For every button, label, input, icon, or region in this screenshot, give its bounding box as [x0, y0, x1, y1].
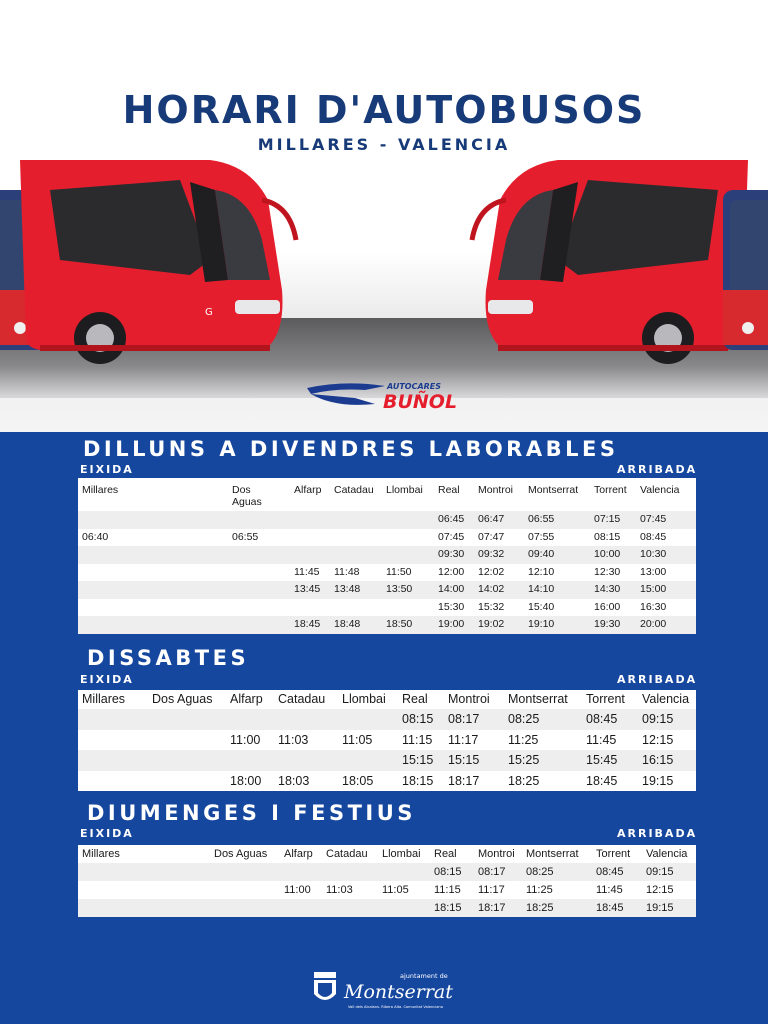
time-cell	[330, 599, 382, 617]
column-header: Millares	[78, 845, 210, 863]
time-cell: 16:00	[594, 600, 621, 613]
table-row	[78, 730, 696, 751]
column-header: Montroi	[474, 845, 522, 863]
column-header: Dos Aguas	[148, 690, 226, 709]
time-cell	[148, 730, 226, 751]
column-header: Valencia	[642, 845, 696, 863]
time-cell: 06:40	[82, 530, 109, 543]
time-cell	[78, 599, 228, 617]
time-cell: 15:00	[636, 581, 696, 599]
table-header-row	[78, 845, 696, 863]
time-cell: 08:15	[398, 709, 444, 730]
time-cell: 18:17	[448, 773, 480, 788]
time-cell: 18:00	[230, 773, 262, 788]
time-cell: 12:30	[594, 565, 621, 578]
table-row	[78, 750, 696, 771]
time-cell: 19:30	[590, 616, 636, 634]
time-cell: 19:02	[474, 616, 524, 634]
logo-top-text: AUTOCARES	[387, 382, 442, 391]
column-header: Catadau	[274, 690, 338, 709]
time-cell: 12:15	[642, 732, 674, 747]
time-cell	[210, 881, 280, 899]
column-header: Real	[434, 478, 474, 511]
time-cell: 15:40	[528, 600, 555, 613]
time-cell: 07:47	[478, 530, 505, 543]
time-cell: 08:45	[592, 863, 642, 881]
time-cell	[382, 546, 434, 564]
time-cell	[290, 529, 330, 547]
time-cell: 06:55	[232, 530, 259, 543]
time-cell: 18:45	[290, 616, 330, 634]
bus-left-image	[0, 150, 300, 370]
time-cell: 18:17	[474, 899, 522, 917]
time-cell: 14:30	[590, 581, 636, 599]
time-cell: 16:15	[638, 750, 696, 771]
time-cell: 18:05	[342, 773, 374, 788]
column-header: Millares	[78, 478, 228, 511]
time-cell	[226, 709, 274, 730]
time-cell	[148, 709, 226, 730]
time-cell	[78, 750, 148, 771]
time-cell	[78, 564, 228, 582]
time-cell: 10:00	[590, 546, 636, 564]
column-header: Llombai	[378, 845, 430, 863]
time-cell: 13:00	[640, 565, 667, 578]
weekdays-departure-label: EIXIDA	[80, 463, 134, 476]
time-cell: 18:25	[508, 773, 540, 788]
column-header: Valencia	[638, 690, 696, 709]
saturdays-departure-label: EIXIDA	[80, 673, 134, 686]
time-cell: 18:25	[522, 899, 592, 917]
coat-of-arms-icon	[314, 972, 336, 1000]
column-header: Torrent	[582, 690, 638, 709]
time-cell	[378, 899, 430, 917]
column-header: Real	[430, 845, 474, 863]
time-cell: 12:15	[646, 884, 674, 896]
time-cell: 08:45	[640, 530, 667, 543]
time-cell: 15:15	[444, 750, 504, 771]
time-cell	[78, 881, 210, 899]
column-header: Real	[398, 690, 444, 709]
time-cell: 08:25	[504, 709, 582, 730]
time-cell: 13:50	[382, 581, 434, 599]
time-cell	[78, 709, 148, 730]
time-cell: 18:50	[382, 616, 434, 634]
time-cell: 09:15	[638, 709, 696, 730]
time-cell: 07:45	[636, 511, 696, 529]
time-cell: 11:03	[326, 884, 353, 896]
time-cell: 07:15	[590, 511, 636, 529]
table-row	[78, 616, 696, 634]
time-cell: 18:15	[402, 773, 434, 788]
time-cell: 19:15	[642, 899, 696, 917]
time-cell: 08:17	[444, 709, 504, 730]
time-cell: 08:45	[582, 709, 638, 730]
time-cell: 15:25	[504, 750, 582, 771]
column-header: Torrent	[592, 845, 642, 863]
time-cell	[290, 511, 330, 529]
time-cell: 19:00	[434, 616, 474, 634]
time-cell	[78, 863, 210, 881]
time-cell	[78, 730, 148, 751]
time-cell: 11:05	[382, 884, 409, 896]
time-cell: 08:15	[594, 530, 621, 543]
table-row	[78, 529, 696, 547]
bus-right-image	[468, 150, 768, 370]
column-header: Catadau	[322, 845, 378, 863]
column-header: Catadau	[330, 478, 382, 511]
time-cell: 13:45	[290, 581, 330, 599]
time-cell	[290, 546, 330, 564]
column-header: Torrent	[590, 478, 636, 511]
time-cell: 06:55	[524, 511, 590, 529]
table-row	[78, 564, 696, 582]
sundays-arrival-label: ARRIBADA	[617, 827, 698, 840]
table-row	[78, 581, 696, 599]
table-row	[78, 599, 696, 617]
time-cell	[78, 546, 228, 564]
sundays-title: DIUMENGES I FESTIUS	[87, 801, 416, 825]
time-cell: 18:45	[586, 773, 618, 788]
time-cell: 11:15	[402, 732, 433, 747]
saturdays-arrival-label: ARRIBADA	[617, 673, 698, 686]
time-cell: 11:25	[526, 884, 553, 896]
time-cell: 09:32	[474, 546, 524, 564]
sundays-departure-label: EIXIDA	[80, 827, 134, 840]
time-cell	[228, 616, 290, 634]
saturdays-title: DISSABTES	[87, 646, 250, 670]
council-tagline: Vall dels Alcalans. Ribera Alta. Comunitat Valenciana	[348, 1005, 443, 1009]
time-cell: 14:00	[434, 581, 474, 599]
montserrat-council-logo	[310, 968, 460, 1010]
council-small-text: ajuntament de	[400, 972, 448, 980]
time-cell	[330, 529, 382, 547]
time-cell	[78, 511, 228, 529]
time-cell: 06:47	[474, 511, 524, 529]
column-header: Montserrat	[524, 478, 590, 511]
time-cell: 11:00	[230, 732, 261, 747]
time-cell: 07:45	[438, 530, 465, 543]
time-cell: 19:15	[642, 773, 674, 788]
time-cell: 15:30	[438, 600, 465, 613]
time-cell: 18:48	[330, 616, 382, 634]
time-cell: 16:30	[640, 600, 667, 613]
column-header: Alfarp	[226, 690, 274, 709]
column-header: Alfarp	[280, 845, 322, 863]
time-cell: 09:15	[642, 863, 696, 881]
time-cell: 11:45	[596, 884, 623, 896]
time-cell: 11:45	[294, 565, 320, 578]
time-cell	[228, 581, 290, 599]
time-cell: 09:30	[434, 546, 474, 564]
column-header: Dos Aguas	[210, 845, 280, 863]
column-header: Alfarp	[290, 478, 330, 511]
saturdays-timetable	[78, 690, 696, 791]
table-header-row	[78, 690, 696, 709]
time-cell	[148, 750, 226, 771]
table-row	[78, 881, 696, 899]
time-cell: 08:15	[430, 863, 474, 881]
time-cell	[228, 511, 290, 529]
time-cell: 11:48	[334, 565, 360, 578]
time-cell: 11:17	[478, 884, 505, 896]
time-cell	[210, 863, 280, 881]
time-cell	[338, 750, 398, 771]
time-cell: 13:48	[330, 581, 382, 599]
column-header: Montroi	[444, 690, 504, 709]
page-subtitle: MILLARES - VALENCIA	[257, 135, 511, 154]
time-cell: 12:10	[528, 565, 555, 578]
time-cell: 07:55	[528, 530, 555, 543]
time-cell: 08:25	[522, 863, 592, 881]
column-header: Millares	[78, 690, 148, 709]
time-cell	[322, 899, 378, 917]
table-row	[78, 546, 696, 564]
time-cell	[78, 771, 148, 792]
time-cell: 18:15	[430, 899, 474, 917]
time-cell: 15:32	[478, 600, 505, 613]
time-cell: 18:45	[592, 899, 642, 917]
column-header: Llombai	[382, 478, 434, 511]
table-row	[78, 709, 696, 730]
council-name: Montserrat	[344, 981, 453, 1003]
table-row	[78, 511, 696, 529]
time-cell	[280, 863, 322, 881]
weekdays-timetable	[78, 478, 696, 634]
time-cell: 20:00	[636, 616, 696, 634]
time-cell	[330, 546, 382, 564]
column-header: Montserrat	[522, 845, 592, 863]
time-cell: 14:10	[524, 581, 590, 599]
time-cell	[78, 616, 228, 634]
time-cell	[378, 863, 430, 881]
weekdays-title: DILLUNS A DIVENDRES LABORABLES	[83, 437, 619, 461]
time-cell	[274, 750, 338, 771]
time-cell	[228, 564, 290, 582]
bunyol-logo	[305, 378, 465, 414]
time-cell: 19:10	[524, 616, 590, 634]
time-cell	[322, 863, 378, 881]
time-cell: 14:02	[474, 581, 524, 599]
time-cell	[382, 511, 434, 529]
time-cell: 12:02	[478, 565, 505, 578]
time-cell: 11:00	[284, 884, 311, 896]
time-cell: 11:50	[386, 565, 412, 578]
page-title: HORARI D'AUTOBUSOS	[122, 88, 646, 132]
time-cell: 11:15	[434, 884, 461, 896]
column-header: Montroi	[474, 478, 524, 511]
time-cell: 15:15	[398, 750, 444, 771]
time-cell: 11:25	[508, 732, 539, 747]
time-cell	[226, 750, 274, 771]
column-header: Llombai	[338, 690, 398, 709]
time-cell	[382, 599, 434, 617]
time-cell	[210, 899, 280, 917]
time-cell: 11:05	[342, 732, 373, 747]
svg-text:G: G	[205, 307, 213, 318]
time-cell	[274, 709, 338, 730]
logo-main-text: BUÑOL	[383, 391, 458, 413]
sundays-timetable	[78, 845, 696, 917]
table-row	[78, 771, 696, 792]
time-cell: 09:40	[524, 546, 590, 564]
time-cell	[228, 546, 290, 564]
weekdays-arrival-label: ARRIBADA	[617, 463, 698, 476]
table-header-row	[78, 478, 696, 511]
time-cell	[330, 511, 382, 529]
time-cell: 12:00	[438, 565, 465, 578]
time-cell: 18:03	[278, 773, 310, 788]
time-cell	[78, 581, 228, 599]
time-cell	[148, 771, 226, 792]
column-header: Montserrat	[504, 690, 582, 709]
time-cell: 11:45	[586, 732, 617, 747]
time-cell: 06:45	[434, 511, 474, 529]
time-cell	[338, 709, 398, 730]
column-header: Valencia	[636, 478, 696, 511]
time-cell: 08:17	[474, 863, 522, 881]
time-cell	[290, 599, 330, 617]
column-header: Dos Aguas	[228, 478, 290, 511]
time-cell: 11:17	[448, 732, 479, 747]
time-cell: 11:03	[278, 732, 309, 747]
time-cell	[78, 899, 210, 917]
time-cell	[382, 529, 434, 547]
time-cell: 10:30	[636, 546, 696, 564]
table-row	[78, 863, 696, 881]
time-cell	[228, 599, 290, 617]
table-row	[78, 899, 696, 917]
hero-banner	[0, 0, 768, 432]
time-cell: 15:45	[582, 750, 638, 771]
time-cell	[280, 899, 322, 917]
